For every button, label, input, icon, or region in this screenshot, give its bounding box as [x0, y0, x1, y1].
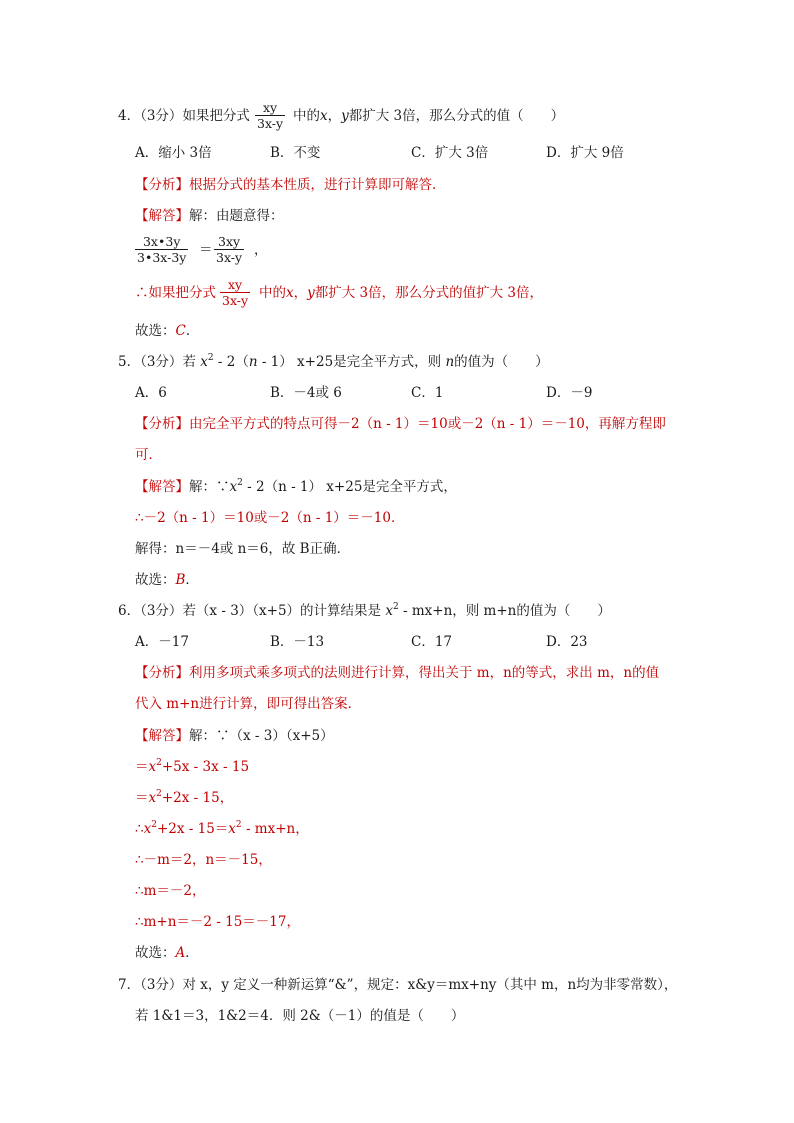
q4-choose: 故选：C．	[135, 323, 200, 339]
q5-option-a: A．6	[135, 385, 167, 401]
q5-answer-line2: ∴－2（n - 1）＝10或－2（n - 1）＝－10．	[135, 510, 405, 526]
q4-option-c: C．扩大 3倍	[411, 145, 489, 161]
q6-answer-line1: 【解答】解：∵（x - 3）（x+5）	[135, 728, 334, 744]
q4-eq-end: ，	[254, 242, 268, 258]
q4-option-a: A．缩小 3倍	[135, 145, 212, 161]
q5-choose: 故选：B．	[135, 572, 199, 588]
q4-number: 4．	[118, 108, 141, 124]
q6-analysis-cont: 代入 m+n进行计算，即可得出答案．	[135, 696, 362, 712]
q6-option-a: A．－17	[135, 634, 189, 650]
q4-fraction: $\frac{xy}{3x-y}$	[257, 100, 284, 131]
q4-stem-rest: 中的x，y都扩大 3倍，那么分式的值（ ）	[293, 108, 565, 124]
q6-step4: ∴－m＝2，n＝－15，	[135, 852, 272, 868]
q4-eq-sign: ＝	[199, 242, 213, 258]
q5-stem: 5．（3分）若 $x^2 - 2(n - 1)$ x+25是完全平方式，则 n的值为（ ）	[118, 353, 549, 370]
q5-option-d: D．－9	[546, 385, 593, 401]
q4-eq-lhs: $\frac{3x•3y}{3•3x-3y}$	[137, 234, 187, 265]
q4-score: （3分）	[140, 108, 183, 124]
q6-step2: $=x^2+2x - 15$，	[135, 789, 234, 806]
q4-conclusion: ∴如果把分式	[135, 285, 216, 301]
q4-analysis: 【分析】根据分式的基本性质，进行计算即可解答．	[135, 177, 446, 193]
q6-step5: ∴m＝－2，	[135, 883, 206, 899]
q5-option-b: B．－4或 6	[270, 385, 342, 401]
q6-option-c: C．17	[411, 634, 453, 650]
q6-step3: $\therefore x^2+2x - 15=x^2 - mx+n$，	[135, 820, 309, 837]
q6-option-d: D．23	[546, 634, 588, 650]
q6-analysis: 【分析】利用多项式乘多项式的法则进行计算，得出关于 m，n的等式，求出 m，n的值	[135, 665, 660, 681]
q4-option-d: D．扩大 9倍	[546, 145, 624, 161]
q4-stem: 4．（3分）如果把分式	[118, 108, 250, 124]
q6-step6: ∴m+n＝－2 - 15＝－17，	[135, 914, 300, 930]
q5-answer-line1: 【解答】解：$\because x^2 - 2(n - 1)$ x+25是完全平方式，	[135, 478, 457, 495]
q5-solve: 解得：n＝－4或 n＝6，故 B正确．	[135, 541, 351, 557]
q6-choose: 故选：A．	[135, 945, 199, 961]
q4-answer-intro: 【解答】解：由题意得：	[135, 208, 284, 224]
q7-stem-cont: 若 1&1＝3，1&2＝4．则 2&（－1）的值是（ ）	[135, 1008, 465, 1024]
q4-option-b: B．不变	[270, 145, 321, 161]
q7-stem: 7．（3分）对 x，y 定义一种新运算“&”，规定：x&y＝mx+ny（其中 m，n均为非零常数），	[118, 977, 678, 993]
q4-conclusion-rest: 中的x，y都扩大 3倍，那么分式的值扩大 3倍，	[259, 285, 544, 301]
q6-step1: $=x^2+5x - 3x - 15$	[135, 758, 250, 775]
q5-analysis: 【分析】由完全平方式的特点可得－2（n - 1）＝10或－2（n - 1）＝－10，再解方程即	[135, 416, 666, 432]
q4-concl-fraction: $\frac{xy}{3x-y}$	[222, 277, 249, 308]
q6-option-b: B．－13	[270, 634, 325, 650]
q6-stem: 6．（3分）若（x - 3）（x+5）的计算结果是 $x^2 - mx+n$，则 m+n的值为（ ）	[118, 602, 611, 619]
q5-analysis-cont: 可．	[135, 447, 162, 463]
q4-eq-rhs: $\frac{3xy}{3x-y}$	[216, 234, 243, 265]
q5-option-c: C．1	[411, 385, 444, 401]
